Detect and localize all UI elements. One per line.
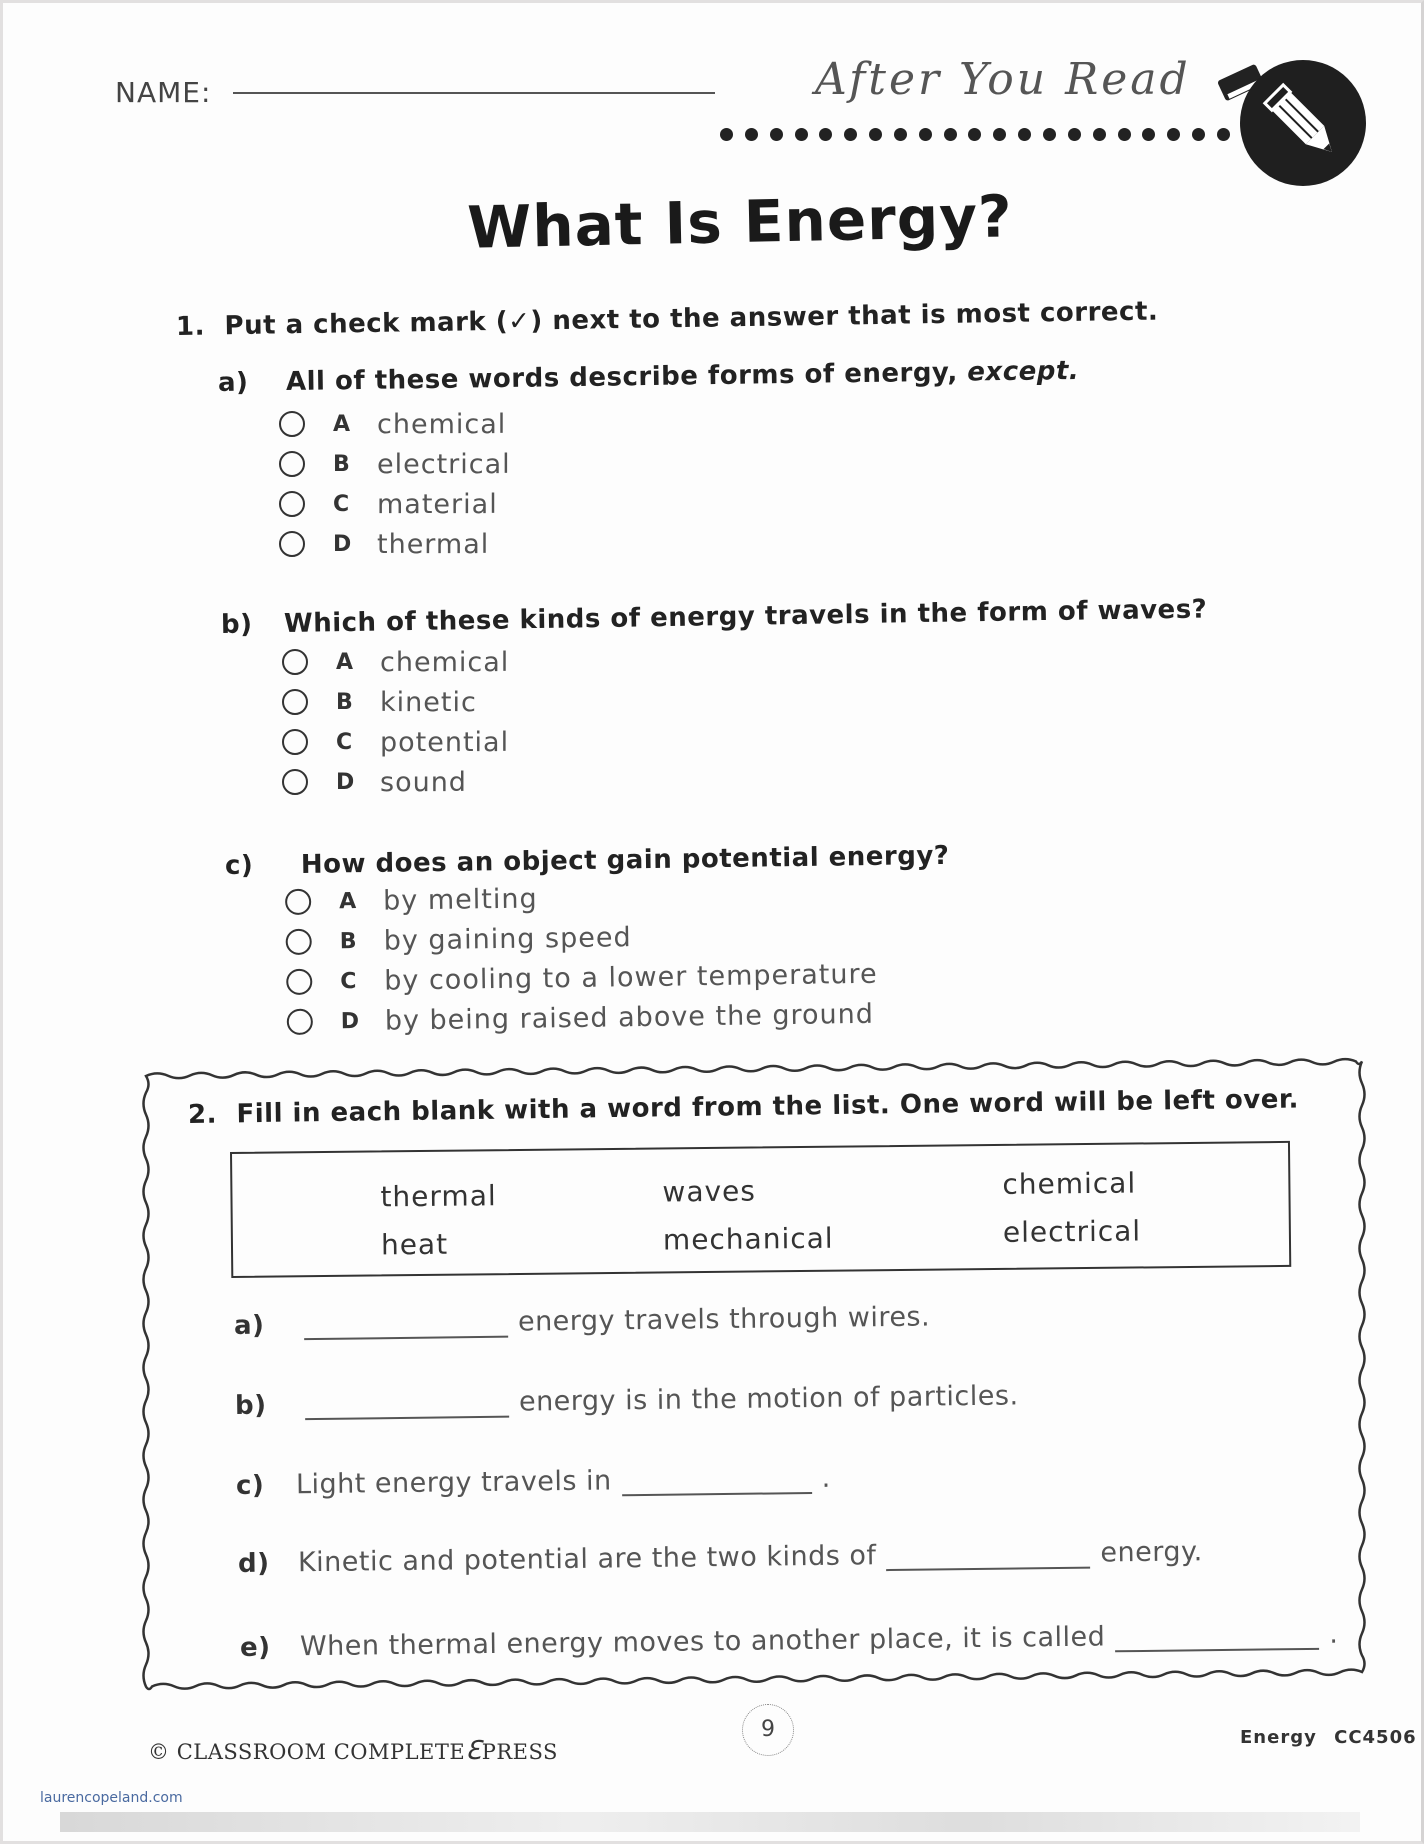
page-number: 9	[742, 1704, 794, 1756]
radio-circle[interactable]	[282, 769, 308, 795]
q1b-options	[282, 642, 509, 802]
q1a-options	[279, 404, 511, 564]
option-letter: C	[336, 729, 353, 755]
after-you-read-heading	[815, 54, 1270, 105]
product-subject: Energy	[1240, 1727, 1317, 1748]
q2c-text-after: .	[821, 1462, 831, 1494]
option-text: electrical	[377, 448, 511, 480]
dotted-divider	[720, 128, 1230, 144]
q1b-label: b)	[220, 609, 253, 640]
q1c-prompt: How does an object gain potential energy?	[300, 840, 950, 880]
pencil-icon	[1240, 60, 1366, 186]
word-bank	[230, 1141, 1291, 1278]
option-text: by gaining speed	[383, 921, 632, 957]
radio-circle[interactable]	[279, 451, 305, 477]
product-id: CC4506	[1334, 1727, 1417, 1748]
option-letter: D	[340, 1008, 360, 1034]
q2c-text-before: Light energy travels in	[295, 1465, 612, 1501]
q2e-text-before: When thermal energy moves to another place, it is called	[299, 1621, 1106, 1663]
word-bank-word: mechanical	[662, 1221, 834, 1257]
q2d-text-before: Kinetic and potential are the two kinds of	[297, 1540, 877, 1579]
option-letter: B	[333, 451, 350, 477]
option-letter: D	[333, 531, 352, 557]
option-text: by cooling to a lower temperature	[384, 958, 878, 997]
option-letter: C	[340, 968, 357, 994]
option-text: material	[377, 488, 498, 520]
q1c-options	[285, 874, 879, 1042]
source-watermark: laurencopeland.com	[40, 1790, 183, 1806]
publisher-suffix: PRESS	[481, 1740, 558, 1764]
q1b-prompt: Which of these kinds of energy travels in the form of waves?	[283, 594, 1208, 640]
radio-circle[interactable]	[285, 889, 311, 915]
word-bank-word: chemical	[1002, 1166, 1137, 1201]
pencil-emblem	[1240, 60, 1366, 186]
radio-circle[interactable]	[282, 729, 308, 755]
q2e-blank[interactable]	[1115, 1622, 1319, 1652]
question-1-instruction: Put a check mark (✓) next to the answer that is most correct.	[224, 296, 1159, 342]
q1a-emphasis: except.	[967, 355, 1080, 388]
publisher-logo	[148, 1736, 558, 1766]
q2a-label: a)	[233, 1310, 265, 1341]
radio-circle[interactable]	[279, 531, 305, 557]
radio-circle[interactable]	[282, 649, 308, 675]
option-letter: A	[333, 411, 351, 437]
publisher-prefix: CLASSROOM COMPLETE	[176, 1740, 466, 1764]
option-text: potential	[380, 726, 510, 758]
option-letter: B	[336, 689, 353, 715]
option-text: chemical	[377, 408, 507, 440]
after-you-read-text: After You Read	[815, 54, 1191, 105]
q1c-option-d[interactable]	[287, 994, 879, 1042]
q2c-label: c)	[235, 1470, 265, 1501]
q1b-option-b[interactable]	[282, 682, 509, 722]
word-bank-word: thermal	[380, 1179, 497, 1214]
option-letter: C	[333, 491, 350, 517]
q1a-option-d[interactable]	[279, 524, 511, 564]
publisher-e-mark-icon: ℇ	[465, 1736, 482, 1766]
q1a-option-b[interactable]	[279, 444, 511, 484]
word-bank-word: heat	[380, 1227, 449, 1262]
radio-circle[interactable]	[287, 1009, 313, 1035]
name-label: NAME:	[115, 76, 212, 109]
q2a-blank[interactable]	[304, 1310, 508, 1340]
radio-circle[interactable]	[286, 929, 312, 955]
option-text: sound	[380, 766, 467, 798]
question-2-number: 2.	[187, 1099, 218, 1130]
word-bank-word: electrical	[1002, 1214, 1142, 1249]
q1a-label: a)	[217, 367, 249, 398]
q1a-prompt: All of these words describe forms of energy,	[285, 357, 958, 398]
radio-circle[interactable]	[282, 689, 308, 715]
copyright-icon: ©	[148, 1740, 170, 1764]
option-text: by melting	[382, 882, 538, 917]
q1a-option-c[interactable]	[279, 484, 511, 524]
q1b-option-c[interactable]	[282, 722, 509, 762]
q1a-option-a[interactable]	[279, 404, 511, 444]
q2d-blank[interactable]	[886, 1541, 1090, 1571]
radio-circle[interactable]	[279, 411, 305, 437]
radio-circle[interactable]	[286, 969, 312, 995]
option-text: chemical	[380, 646, 510, 678]
q2b-label: b)	[234, 1390, 267, 1421]
option-letter: D	[336, 769, 355, 795]
name-blank[interactable]	[233, 92, 715, 94]
q2e-text-after: .	[1329, 1618, 1339, 1650]
option-letter: A	[338, 888, 357, 914]
q2d-label: d)	[237, 1548, 270, 1579]
option-text: by being raised above the ground	[384, 998, 875, 1037]
question-2-instruction: Fill in each blank with a word from the list. One word will be left over.	[236, 1084, 1300, 1130]
scan-edge-artifact	[60, 1812, 1360, 1832]
product-code	[1240, 1727, 1417, 1748]
q1b-option-a[interactable]	[282, 642, 509, 682]
question-1-number: 1.	[175, 311, 206, 342]
option-letter: B	[339, 928, 357, 954]
q2c-blank[interactable]	[622, 1466, 812, 1496]
q2b-text: energy is in the motion of particles.	[518, 1380, 1019, 1418]
q2d-text-after: energy.	[1100, 1536, 1203, 1569]
q2a-text: energy travels through wires.	[517, 1301, 931, 1338]
page-title: What Is Energy?	[466, 182, 1014, 262]
q1b-option-d[interactable]	[282, 762, 509, 802]
q1c-label: c)	[224, 850, 254, 881]
q2e-label: e)	[239, 1632, 271, 1663]
q2b-blank[interactable]	[305, 1390, 509, 1420]
radio-circle[interactable]	[279, 491, 305, 517]
option-letter: A	[336, 649, 354, 675]
option-text: kinetic	[380, 686, 477, 718]
word-bank-word: waves	[662, 1174, 757, 1209]
option-text: thermal	[377, 528, 490, 560]
